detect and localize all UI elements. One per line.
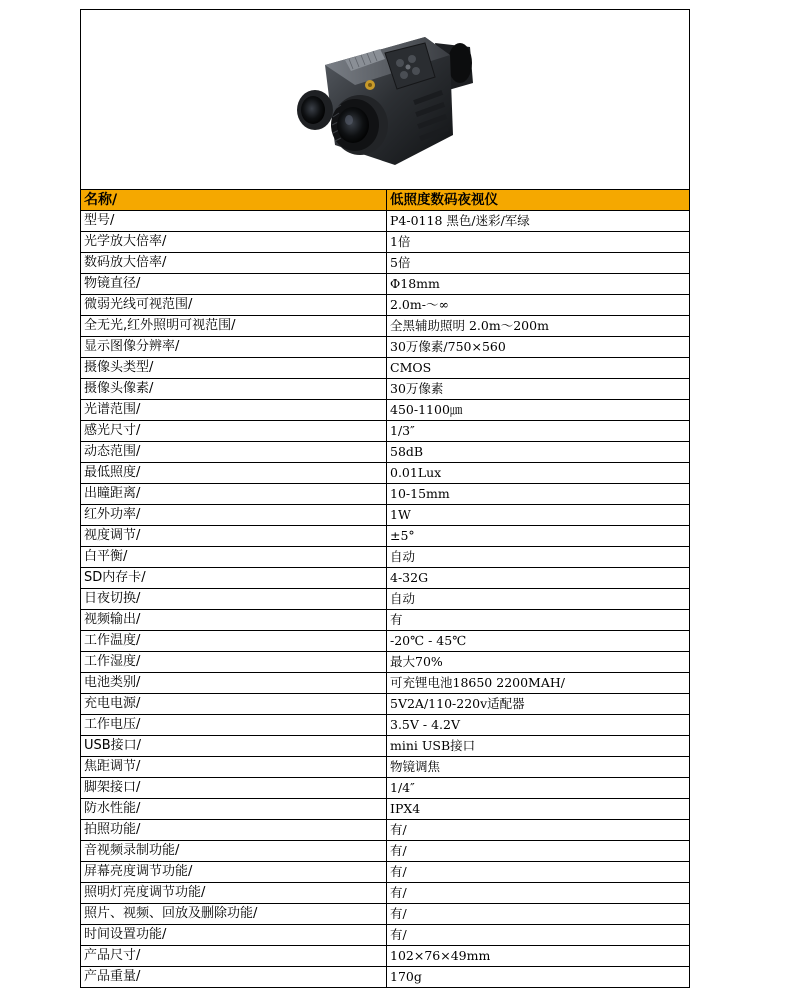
spec-value-cell: -20℃ - 45℃ bbox=[387, 631, 690, 652]
spec-value-cell: 1W bbox=[387, 505, 690, 526]
spec-name-cell: 微弱光线可视范围/ bbox=[81, 295, 387, 316]
table-row bbox=[81, 904, 690, 925]
table-row bbox=[81, 631, 690, 652]
spec-value-cell: 1/4″ bbox=[387, 778, 690, 799]
spec-value-cell: Φ18mm bbox=[387, 274, 690, 295]
spec-value-cell: 全黑辅助照明 2.0m～200m bbox=[387, 316, 690, 337]
table-row bbox=[81, 673, 690, 694]
spec-name-cell: 脚架接口/ bbox=[81, 778, 387, 799]
table-row bbox=[81, 589, 690, 610]
header-value-cell: 低照度数码夜视仪 bbox=[387, 190, 690, 211]
table-row bbox=[81, 442, 690, 463]
spec-value-cell: 最大70% bbox=[387, 652, 690, 673]
table-row bbox=[81, 778, 690, 799]
spec-value-cell: P4-0118 黑色/迷彩/军绿 bbox=[387, 211, 690, 232]
spec-name-cell: 白平衡/ bbox=[81, 547, 387, 568]
spec-value-cell: ±5° bbox=[387, 526, 690, 547]
spec-value-cell: 1倍 bbox=[387, 232, 690, 253]
table-row bbox=[81, 610, 690, 631]
table-row bbox=[81, 757, 690, 778]
spec-value-cell: 58dB bbox=[387, 442, 690, 463]
spec-name-cell: SD内存卡/ bbox=[81, 568, 387, 589]
night-vision-monocular-photo bbox=[285, 25, 485, 175]
table-row bbox=[81, 820, 690, 841]
table-row bbox=[81, 274, 690, 295]
spec-value-cell: 10-15mm bbox=[387, 484, 690, 505]
table-row bbox=[81, 211, 690, 232]
spec-name-cell: 工作温度/ bbox=[81, 631, 387, 652]
table-row bbox=[81, 946, 690, 967]
spec-name-cell: 屏幕亮度调节功能/ bbox=[81, 862, 387, 883]
spec-value-cell: 有/ bbox=[387, 883, 690, 904]
spec-name-cell: 摄像头类型/ bbox=[81, 358, 387, 379]
table-row bbox=[81, 568, 690, 589]
spec-name-cell: 充电电源/ bbox=[81, 694, 387, 715]
spec-name-cell: 日夜切换/ bbox=[81, 589, 387, 610]
spec-value-cell: 450-1100㎛ bbox=[387, 400, 690, 421]
table-row bbox=[81, 841, 690, 862]
spec-name-cell: 型号/ bbox=[81, 211, 387, 232]
table-row bbox=[81, 232, 690, 253]
header-name-cell: 名称/ bbox=[81, 190, 387, 211]
spec-name-cell: 显示图像分辨率/ bbox=[81, 337, 387, 358]
spec-name-cell: 感光尺寸/ bbox=[81, 421, 387, 442]
spec-name-cell: 音视频录制功能/ bbox=[81, 841, 387, 862]
spec-name-cell: 工作湿度/ bbox=[81, 652, 387, 673]
table-row bbox=[81, 799, 690, 820]
spec-name-cell: 照明灯亮度调节功能/ bbox=[81, 883, 387, 904]
table-row bbox=[81, 316, 690, 337]
spec-value-cell: IPX4 bbox=[387, 799, 690, 820]
spec-value-cell: 有/ bbox=[387, 904, 690, 925]
spec-value-cell: 170g bbox=[387, 967, 690, 988]
spec-value-cell: CMOS bbox=[387, 358, 690, 379]
spec-table bbox=[80, 189, 690, 988]
spec-value-cell: 2.0m-～∞ bbox=[387, 295, 690, 316]
table-row bbox=[81, 295, 690, 316]
spec-name-cell: 工作电压/ bbox=[81, 715, 387, 736]
spec-name-cell: 物镜直径/ bbox=[81, 274, 387, 295]
spec-name-cell: 最低照度/ bbox=[81, 463, 387, 484]
product-photo-cell bbox=[80, 9, 690, 189]
spec-value-cell: 有/ bbox=[387, 862, 690, 883]
table-row bbox=[81, 379, 690, 400]
spec-name-cell: 视频输出/ bbox=[81, 610, 387, 631]
spec-value-cell: 有/ bbox=[387, 820, 690, 841]
spec-value-cell: 有/ bbox=[387, 841, 690, 862]
spec-value-cell: 5V2A/110-220v适配器 bbox=[387, 694, 690, 715]
spec-name-cell: 产品重量/ bbox=[81, 967, 387, 988]
table-row bbox=[81, 484, 690, 505]
spec-value-cell: 物镜调焦 bbox=[387, 757, 690, 778]
spec-name-cell: 摄像头像素/ bbox=[81, 379, 387, 400]
spec-name-cell: 光谱范围/ bbox=[81, 400, 387, 421]
table-row bbox=[81, 862, 690, 883]
spec-value-cell: 30万像素/750×560 bbox=[387, 337, 690, 358]
table-row bbox=[81, 337, 690, 358]
table-row bbox=[81, 652, 690, 673]
spec-name-cell: 全无光,红外照明可视范围/ bbox=[81, 316, 387, 337]
spec-value-cell: 4-32G bbox=[387, 568, 690, 589]
table-row bbox=[81, 400, 690, 421]
spec-name-cell: 照片、视频、回放及删除功能/ bbox=[81, 904, 387, 925]
table-row bbox=[81, 925, 690, 946]
spec-value-cell: 1/3″ bbox=[387, 421, 690, 442]
table-row bbox=[81, 358, 690, 379]
table-row bbox=[81, 736, 690, 757]
spec-name-cell: USB接口/ bbox=[81, 736, 387, 757]
table-row bbox=[81, 883, 690, 904]
spec-value-cell: mini USB接口 bbox=[387, 736, 690, 757]
spec-name-cell: 出瞳距离/ bbox=[81, 484, 387, 505]
table-row bbox=[81, 547, 690, 568]
spec-name-cell: 电池类别/ bbox=[81, 673, 387, 694]
spec-name-cell: 数码放大倍率/ bbox=[81, 253, 387, 274]
spec-value-cell: 30万像素 bbox=[387, 379, 690, 400]
spec-value-cell: 自动 bbox=[387, 547, 690, 568]
spec-name-cell: 红外功率/ bbox=[81, 505, 387, 526]
spec-value-cell: 有 bbox=[387, 610, 690, 631]
spec-name-cell: 视度调节/ bbox=[81, 526, 387, 547]
spec-value-cell: 3.5V - 4.2V bbox=[387, 715, 690, 736]
spec-name-cell: 防水性能/ bbox=[81, 799, 387, 820]
table-row bbox=[81, 421, 690, 442]
spec-value-cell: 可充锂电池18650 2200MAH/ bbox=[387, 673, 690, 694]
spec-value-cell: 5倍 bbox=[387, 253, 690, 274]
spec-value-cell: 有/ bbox=[387, 925, 690, 946]
spec-value-cell: 自动 bbox=[387, 589, 690, 610]
table-row bbox=[81, 694, 690, 715]
table-row bbox=[81, 463, 690, 484]
table-row bbox=[81, 505, 690, 526]
spec-name-cell: 焦距调节/ bbox=[81, 757, 387, 778]
spec-value-cell: 0.01Lux bbox=[387, 463, 690, 484]
spec-name-cell: 产品尺寸/ bbox=[81, 946, 387, 967]
spec-value-cell: 102×76×49mm bbox=[387, 946, 690, 967]
spec-sheet bbox=[80, 9, 690, 988]
table-row bbox=[81, 253, 690, 274]
table-row bbox=[81, 526, 690, 547]
spec-name-cell: 动态范围/ bbox=[81, 442, 387, 463]
table-row bbox=[81, 967, 690, 988]
spec-name-cell: 时间设置功能/ bbox=[81, 925, 387, 946]
table-row bbox=[81, 715, 690, 736]
spec-name-cell: 光学放大倍率/ bbox=[81, 232, 387, 253]
table-header-row bbox=[81, 190, 690, 211]
spec-name-cell: 拍照功能/ bbox=[81, 820, 387, 841]
